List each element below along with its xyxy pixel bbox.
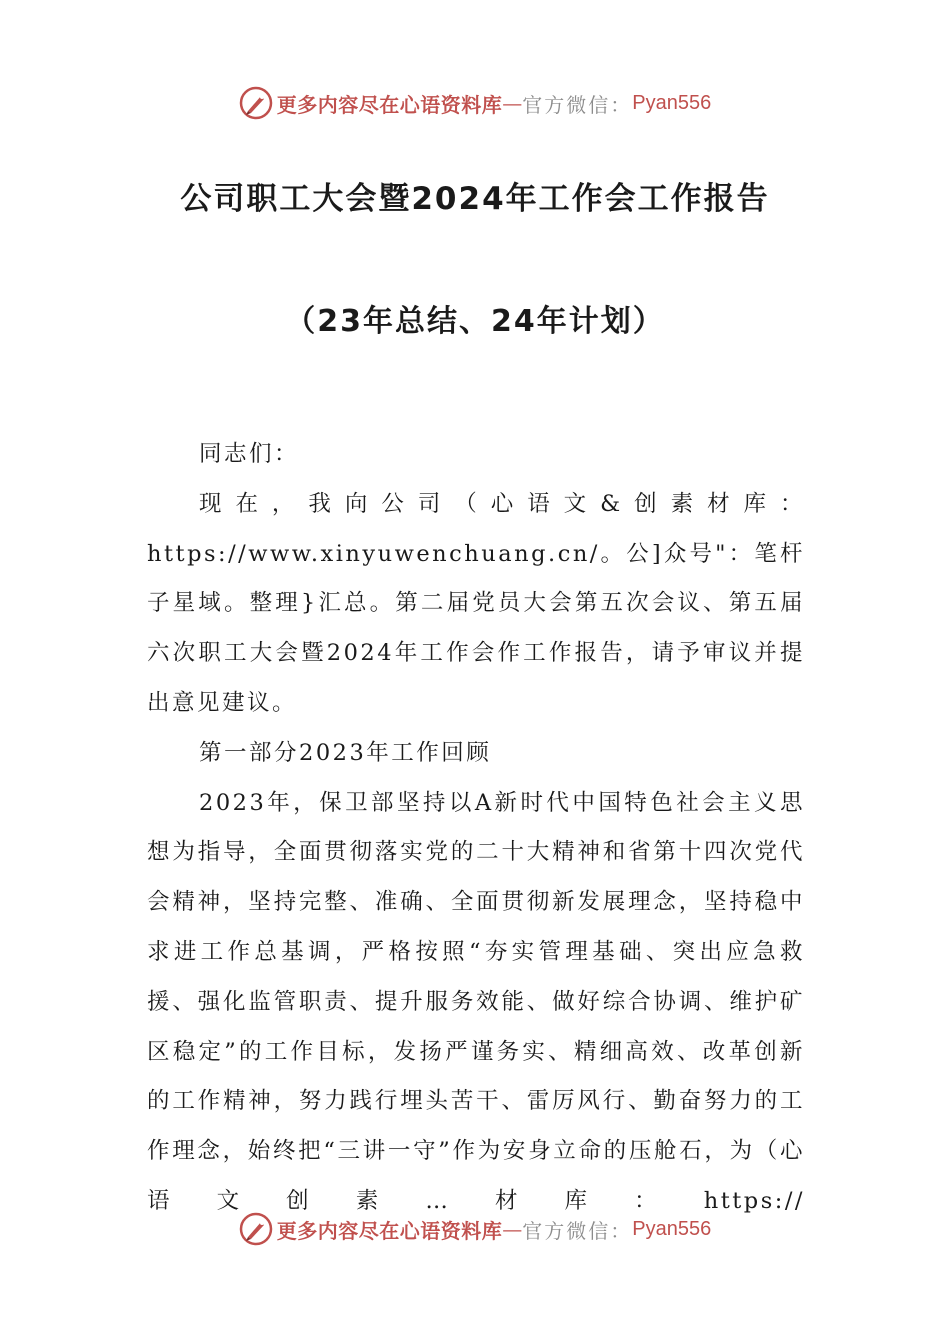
pen-logo-icon [239,1212,273,1246]
banner-dash: — [502,91,523,115]
banner-wechat-label: 官方微信： [522,1218,633,1243]
banner-site-text: 更多内容尽在心语资料库 [276,1218,503,1243]
document-subtitle: （23年总结、24年计划） [285,304,665,339]
section-body-paragraph: 2023年，保卫部坚持以A新时代中国特色社会主义思想为指导，全面贯彻落实党的二十大精神和省第十四次党代会精神，坚持完整、准确、全面贯彻新发展理念，坚持稳中求进工作总基调，严格按照“夯实管理基础、突出应急救援、强化监管职责、提升服务效能、做好综合协调、维护矿区稳定”的工作目标，发扬严谨务实、精细高效、改革创新的工作精神，努力践行埋头苦干、雷厉风行、勤奋努力的工作理念，始终把“三讲一守”作为安身立命的压舱石，为（心语文创素…材库：https:// [147,789,805,1214]
pen-logo-icon [239,86,273,120]
banner-wechat-handle: Pyan556 [632,1217,712,1240]
banner-site-text: 更多内容尽在心语资料库 [276,92,503,117]
intro-paragraph: 现在，我向公司（心语文&创素材库：https://www.xinyuwenchuang.cn/。公]众号"：笔杆子星域。整理}汇总。第二届党员大会第五次会议、第五届六次职工大会暨2024年工作会作工作报告，请予审议并提出意见建议。 [147,490,805,716]
banner-wechat-label: 官方微信： [522,92,633,117]
document-title: 公司职工大会暨2024年工作会工作报告 [180,181,770,217]
greeting-paragraph: 同志们： [199,441,300,467]
header-banner [0,83,950,123]
section-heading: 第一部分2023年工作回顾 [199,739,492,766]
document-body [147,430,805,1227]
banner-wechat-handle: Pyan556 [632,91,712,114]
banner-dash: — [502,1217,523,1241]
footer-banner [0,1209,950,1249]
